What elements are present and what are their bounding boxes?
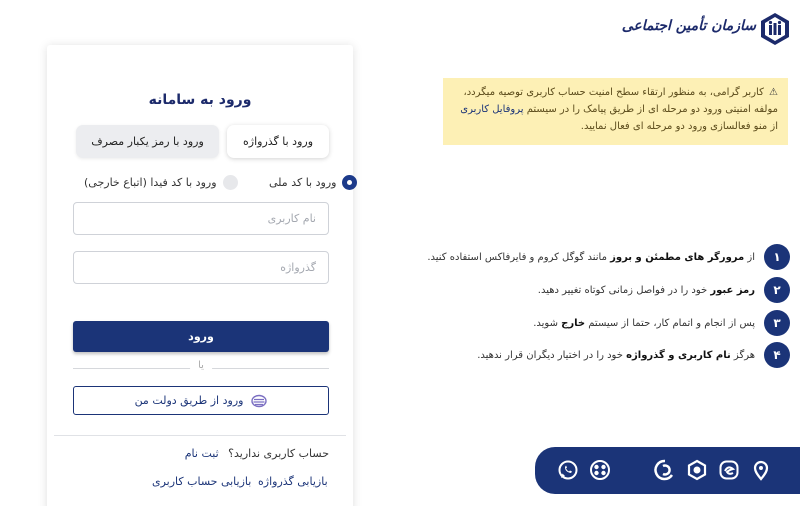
recover-password-link[interactable]: بازیابی گذرواژه [258,475,328,488]
tab-password-login[interactable]: ورود با گذرواژه [227,125,329,158]
login-button[interactable]: ورود [73,321,329,352]
tip-item [427,244,790,270]
tip-item [477,342,790,368]
tip-number-badge: ۳ [764,310,790,336]
gov-login-label: ورود از طریق دولت من [134,394,244,407]
tip-text: پس از انجام و اتمام کار، حتما از سیستم خارج شوید. [533,317,755,329]
tab-otp-login[interactable]: ورود با رمز یکبار مصرف [76,125,219,158]
security-warning [443,78,788,145]
or-label: یا [190,360,212,371]
tip-text: از مرورگر های مطمئن و بروز مانند گوگل کروم و فایرفاکس استفاده کنید. [427,251,755,263]
tip-number-badge: ۴ [764,342,790,368]
radio-label: ورود با کد فیدا (اتباع خارجی) [84,175,217,189]
social-bar [535,447,800,494]
no-account-row [185,447,329,460]
register-link[interactable]: ثبت نام [184,447,219,460]
password-input[interactable] [73,251,329,284]
radio-fida-code[interactable] [84,173,238,191]
radio-unselected-icon[interactable] [223,175,238,190]
tip-item [533,310,790,336]
or-divider [73,362,329,374]
location-icon[interactable] [749,458,773,482]
whatsapp-icon[interactable] [556,458,580,482]
login-card [47,45,353,506]
org-emblem-icon [758,12,792,46]
no-account-text: حساب کاربری ندارید؟ [228,447,329,460]
warning-icon: ⚠ [769,87,778,98]
card-divider [54,435,346,436]
radio-label: ورود با کد ملی [269,175,337,189]
username-input[interactable] [73,202,329,235]
warning-text: کاربر گرامی، به منظور ارتقاء سطح امنیت حساب کاربری توصیه میگردد، مولفه امنیتی ورود دو مرحله ای از طریق پیامک را در سیستم [463,87,778,115]
recover-account-link[interactable]: بازیابی حساب کاربری [152,475,252,488]
aparat-icon[interactable] [588,458,612,482]
tip-number-badge: ۲ [764,277,790,303]
tip-number-badge: ۱ [764,244,790,270]
org-logo-text: سازمان تأمین اجتماعی [621,18,756,34]
eitaa-icon[interactable] [717,458,741,482]
soroush-icon[interactable] [652,458,676,482]
tip-text: هرگز نام کاربری و گذرواژه خود را در اختیار دیگران قرار ندهید. [477,349,755,361]
bale-icon[interactable] [685,458,709,482]
tip-text: رمز عبور خود را در فواصل زمانی کوتاه تغییر دهید. [537,284,755,296]
radio-selected-icon[interactable] [342,175,357,190]
gov-login-button[interactable] [73,386,329,415]
dolat-man-icon [251,394,267,408]
tip-item [538,277,790,303]
login-title: ورود به سامانه [148,92,252,108]
radio-national-code[interactable] [269,173,357,191]
profile-link[interactable]: پروفایل کاربری [460,104,524,115]
warning-text-after: از منو فعالسازی ورود دو مرحله ای فعال نمایید. [580,121,778,132]
